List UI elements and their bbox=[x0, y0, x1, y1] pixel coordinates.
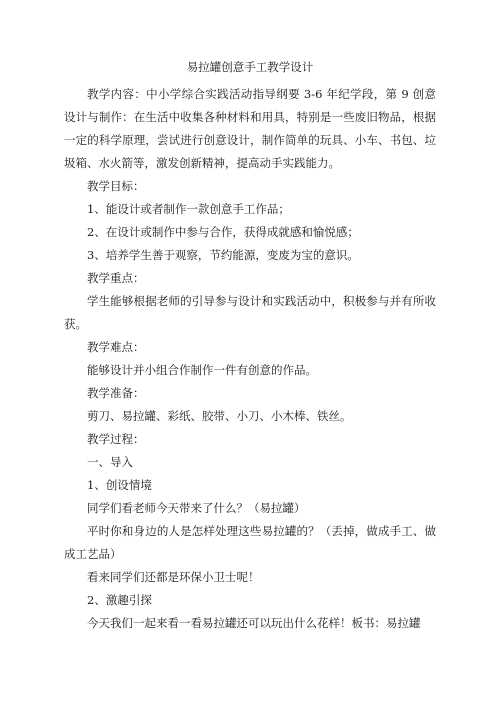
paragraph-preparation-heading: 教学准备： bbox=[87, 386, 145, 400]
paragraph-step-1: 1、创设情境 bbox=[87, 478, 152, 492]
paragraph-section-intro: 一、导入 bbox=[87, 455, 133, 469]
paragraph-remark: 看来同学们还都是环保小卫士呢！ bbox=[87, 570, 260, 584]
paragraph-key-points-heading: 教学重点： bbox=[87, 271, 145, 285]
paragraph-question-2: 平时你和身边的人是怎样处理这些易拉罐的？（丢掉，做成手工、做成工艺品） bbox=[64, 524, 436, 561]
paragraph-process-heading: 教学过程： bbox=[87, 432, 145, 446]
paragraph-objectives-heading: 教学目标： bbox=[87, 179, 145, 193]
paragraph-board-note: 今天我们一起来看一看易拉罐还可以玩出什么花样！板书：易拉罐 bbox=[87, 616, 421, 630]
paragraph-step-2: 2、激趣引探 bbox=[87, 593, 152, 607]
paragraph-objective-2: 2、在设计或制作中参与合作，获得成就感和愉悦感； bbox=[87, 225, 359, 239]
paragraph-difficulties: 能够设计并小组合作制作一件有创意的作品。 bbox=[87, 363, 317, 377]
paragraph-preparation: 剪刀、易拉罐、彩纸、胶带、小刀、小木棒、铁丝。 bbox=[87, 409, 352, 423]
paragraph-objective-3: 3、培养学生善于观察，节约能源，变废为宝的意识。 bbox=[87, 248, 359, 262]
paragraph-difficulties-heading: 教学难点： bbox=[87, 340, 145, 354]
paragraph-question-1: 同学们看老师今天带来了什么？（易拉罐） bbox=[87, 501, 306, 515]
paragraph-teaching-content: 教学内容：中小学综合实践活动指导纲要 3-6 年纪学段，第 9 创意设计与制作：在生活中收集各种材料和用具，特别是一些废旧物品，根据一定的科学原理，尝试进行创意设计，制作简单的玩具、小车、书包、垃圾箱、水火箭等，激发创新精神，提高动手实践能力。 bbox=[64, 87, 436, 170]
document-title: 易拉罐创意手工教学设计 bbox=[186, 60, 314, 74]
paragraph-key-points: 学生能够根据老师的引导参与设计和实践活动中，积极参与并有所收获。 bbox=[64, 294, 436, 331]
paragraph-objective-1: 1、能设计或者制作一款创意手工作品； bbox=[87, 202, 290, 216]
